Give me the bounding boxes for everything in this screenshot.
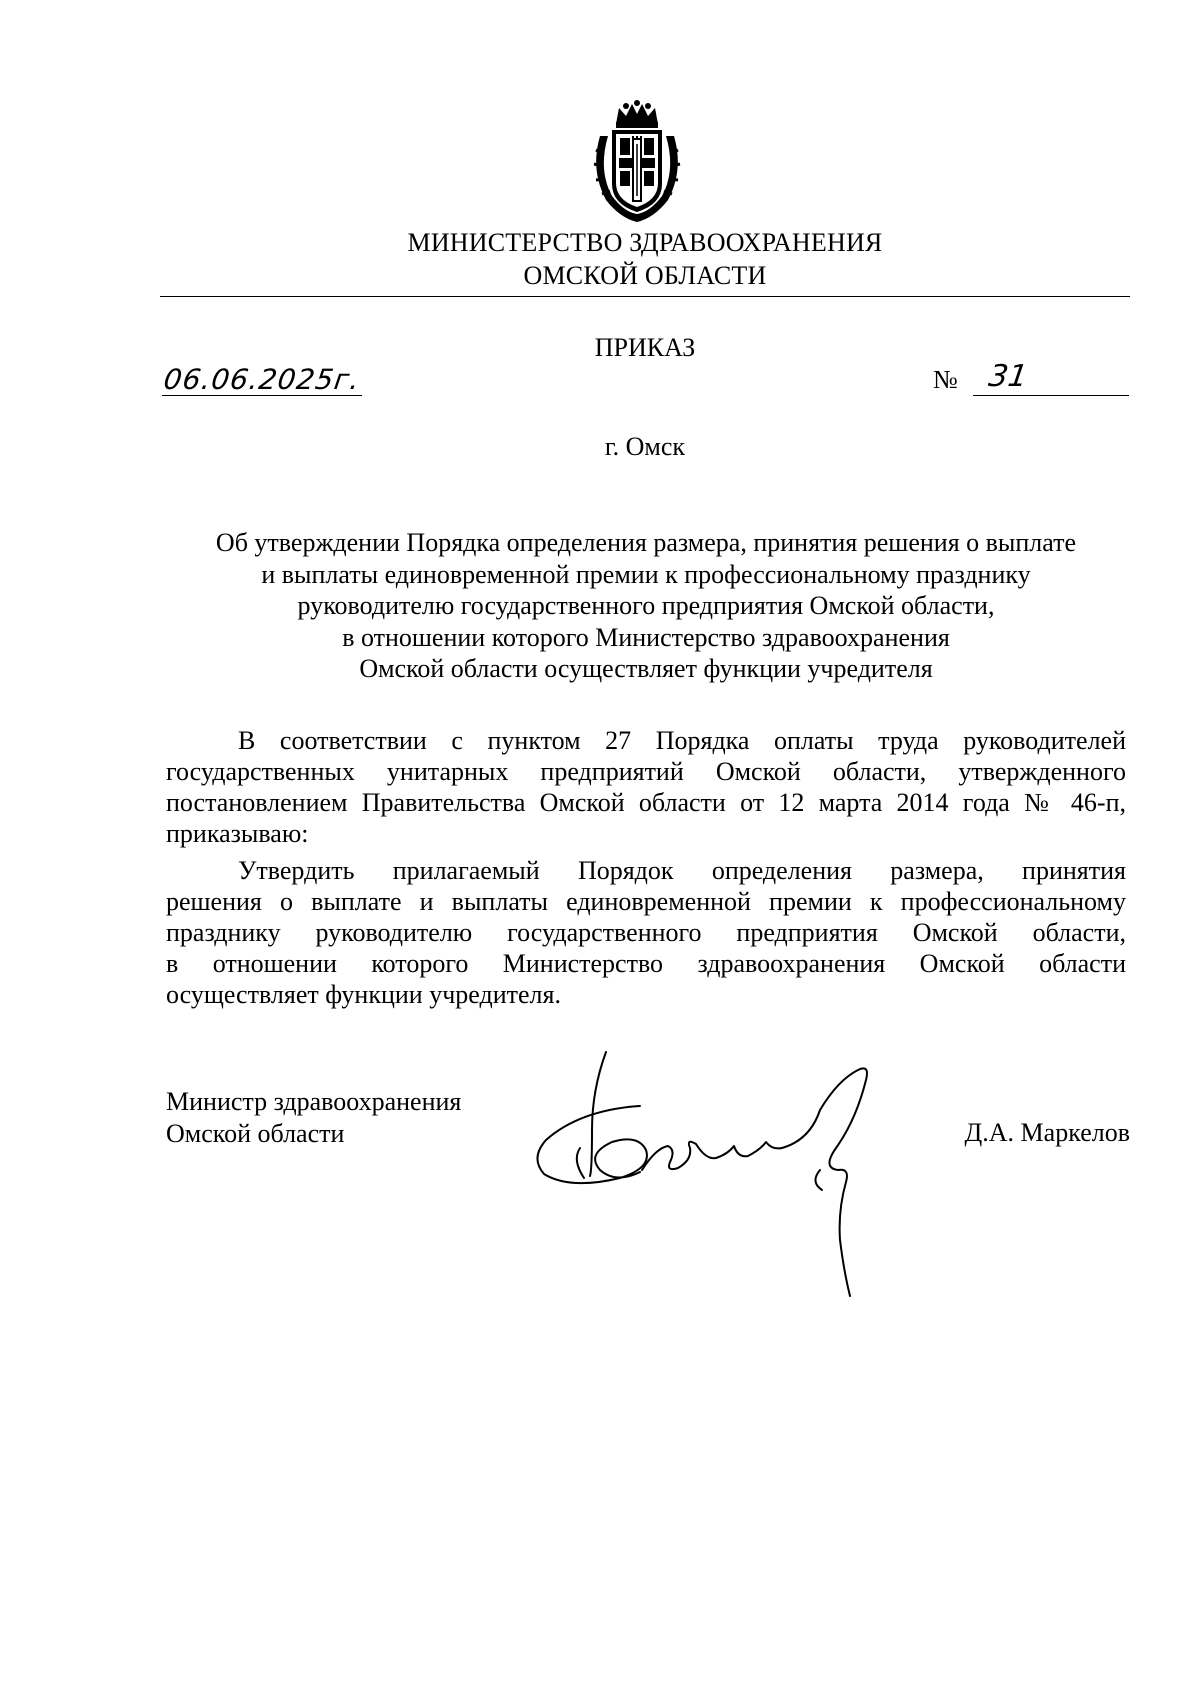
body-line: Утвердить прилагаемый Порядок определения размера, принятия (238, 856, 1126, 885)
order-subject (160, 527, 1132, 685)
ministry-name-line1: МИНИСТЕРСТВО ЗДРАВООХРАНЕНИЯ (407, 228, 883, 257)
signer-position (166, 1086, 461, 1150)
order-number-field (933, 359, 1129, 401)
ministry-name-line2: ОМСКОЙ ОБЛАСТИ (523, 261, 767, 290)
subject-line: Об утверждении Порядка определения размера, принятия решения о выплате (215, 528, 1077, 557)
handwritten-date: 06.06.2025г. (161, 363, 363, 396)
body-line: В соответствии с пунктом 27 Порядка оплаты труда руководителей (238, 726, 1126, 755)
signer-position-line2: Омской области (166, 1119, 345, 1148)
subject-line: в отношении которого Министерство здравоохранения (342, 622, 950, 652)
body-paragraph-1 (166, 725, 1126, 849)
number-underline (973, 395, 1129, 396)
subject-line: руководителю государственного предприятия Омской области, (297, 591, 995, 620)
handwritten-number: 31 (986, 359, 1030, 394)
body-line: государственных унитарных предприятий Омской области, утвержденного (166, 757, 1126, 786)
omsk-region-coat-of-arms-icon (586, 100, 688, 224)
handwritten-signature-icon (520, 1050, 880, 1300)
body-line: постановлением Правительства Омской области от 12 марта 2014 года № 46-п, (166, 788, 1126, 817)
subject-line: и выплаты единовременной премии к профессиональному празднику (261, 559, 1031, 589)
body-paragraph-2 (166, 855, 1126, 1010)
signer-position-line1: Министр здравоохранения (166, 1087, 462, 1116)
number-sign: № (933, 365, 958, 394)
body-line: приказываю: (166, 819, 309, 848)
subject-line: Омской области осуществляет функции учредителя (359, 654, 933, 683)
body-line: празднику руководителю государственного предприятия Омской области, (166, 918, 1126, 947)
document-type: ПРИКАЗ (594, 333, 696, 362)
body-line: осуществляет функции учредителя. (166, 980, 561, 1009)
body-line: в отношении которого Министерство здравоохранения Омской области (166, 949, 1126, 978)
city: г. Омск (604, 432, 686, 461)
signer-name: Д.А. Маркелов (964, 1118, 1130, 1147)
date-underline (162, 395, 362, 396)
order-date-field (162, 355, 362, 401)
header-divider (160, 296, 1130, 297)
body-line: решения о выплате и выплаты единовременной премии к профессиональному (166, 887, 1126, 916)
